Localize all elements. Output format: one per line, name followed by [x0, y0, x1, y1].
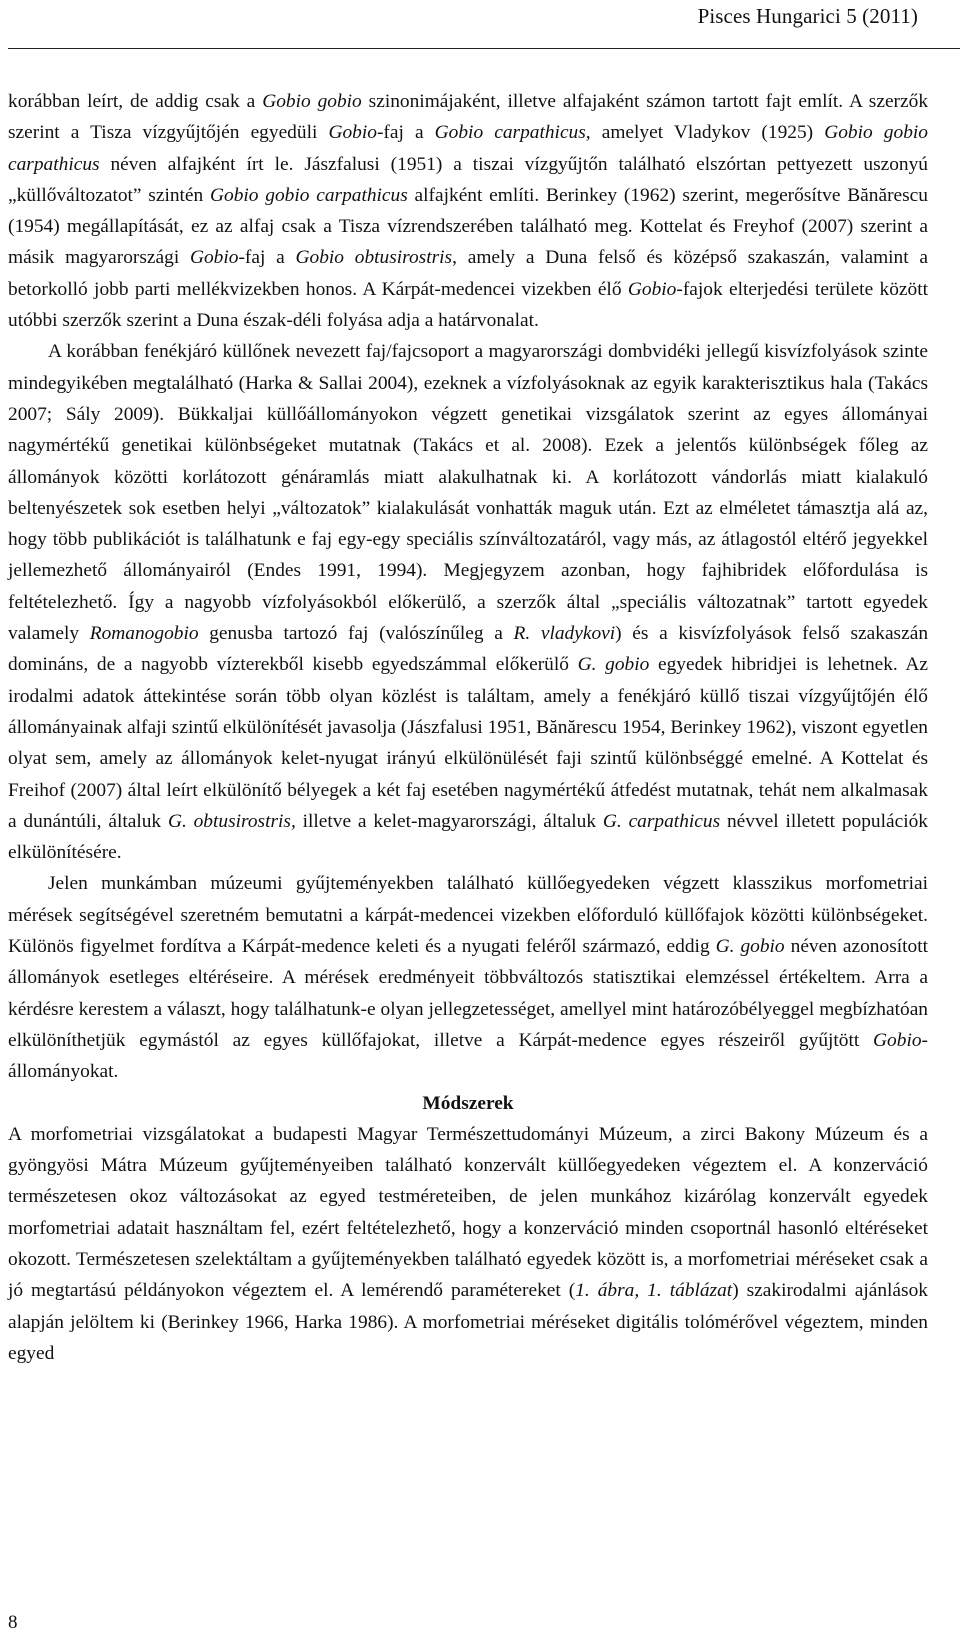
italic-term: Gobio gobio carpathicus: [8, 122, 928, 175]
paragraph-1: korábban leírt, de addig csak a Gobio gobio szinonimájaként, illetve alfajaként számon tartott fajt említ. A szerzők szerint a Tisza vízgyűjtőjén egyedüli Gobio-faj a Gobio carpathicus, amelyet Vladykov (1925) Gobio gobio carpathicus néven alfajként írt le. Jászfalusi (1951) a tiszai vízgyűjtőn található elszórtan pettyezett uszonyú „küllőváltozatot” szintén Gobio gobio carpathicus alfajként említi. Berinkey (1962) szerint, megerősítve Bănărescu (1954) megállapítását, ez az alfaj csak a Tisza vízrendszerében található meg. Kottelat és Freyhof (2007) szerint a másik magyarországi Gobio-faj a Gobio obtusirostris, amely a Duna felső és középső szakaszán, valamint a betorkolló jobb parti mellékvizekben honos. A Kárpát-medencei vizekben élő Gobio-fajok elterjedési területe között utóbbi szerzők szerint a Duna észak-déli folyása adja a határvonalat.: [8, 91, 929, 332]
italic-term: R. vladykovi: [513, 623, 616, 645]
italic-term: Gobio: [328, 122, 377, 144]
italic-term: Gobio: [189, 247, 239, 269]
italic-term: Romanogobio: [89, 623, 199, 645]
page-number: 8: [8, 1612, 18, 1633]
italic-term: G. gobio: [715, 936, 785, 958]
section-paragraph: A morfometriai vizsgálatokat a budapesti Magyar Természettudományi Múzeum, a zirci Bakony Múzeum és a gyöngyösi Mátra Múzeum gyűjteményeiben található konzervált küllőegyedeken végeztem el. A konzerváció természetesen okoz változásokat az egyed testméreteiben, de jelen munkához kizárólag konzervált egyedek morfometriai adatait használtam fel, ezért feltételezhető, hogy a konzerváció minden csoportnál hasonló eltéréseket okozott. Természetesen szelektáltam a gyűjteményekben található egyedek között is, a morfometriai méréseket csak a jó megtartású példányokon végeztem el. A lemérendő paramétereket (1. ábra, 1. táblázat) szakirodalmi ajánlások alapján jelöltem ki (Berinkey 1966, Harka 1986). A morfometriai méréseket digitális tolómérővel végeztem, minden egyed: [8, 1123, 928, 1364]
italic-term: Gobio obtusirostris: [295, 247, 453, 269]
body-text: [8, 86, 928, 1369]
paragraph-3: Jelen munkámban múzeumi gyűjteményekben található küllőegyedeken végzett klasszikus morfometriai mérések segítségével szeretném bemutatni a kárpát-medencei vizekben előforduló küllőfajok közötti különbségeket. Különös figyelmet fordítva a Kárpát-medence keleti és a nyugati feléről származó, eddig G. gobio néven azonosított állományok esetleges eltéréseire. A mérések eredményeit többváltozós statisztikai elemzéssel értékeltem. Arra a kérdésre kerestem a választ, hogy találhatunk-e olyan jellegzetességet, amellyel mint határozóbélyeggel megbízhatóan elkülöníthetjük egymástól az egyes küllőfajokat, illetve a Kárpát-medence egyes részeiről gyűjtött Gobio-állományokat.: [8, 873, 928, 1083]
italic-term: Gobio gobio: [262, 91, 362, 112]
italic-term: Gobio: [627, 278, 677, 300]
italic-term: 1. ábra, 1. táblázat: [575, 1280, 733, 1302]
italic-term: Gobio carpathicus: [434, 122, 586, 144]
running-header: Pisces Hungarici 5 (2011): [697, 4, 918, 28]
italic-term: Gobio: [873, 1029, 922, 1051]
italic-term: G. carpathicus: [602, 810, 721, 832]
italic-term: G. gobio: [577, 654, 650, 676]
italic-term: G. obtusirostris,: [167, 810, 296, 832]
italic-term: Gobio gobio carpathicus: [210, 184, 408, 206]
section-heading: Módszerek: [422, 1092, 514, 1114]
paragraph-2: A korábban fenékjáró küllőnek nevezett faj/fajcsoport a magyarországi dombvidéki jellegű kisvízfolyások szinte mindegyikében megtalálható (Harka & Sallai 2004), ezeknek a vízfolyásoknak az egyik karakterisztikus hala (Takács 2007; Sály 2009). Bükkaljai küllőállományokon végzett genetikai vizsgálatok szerint az egyes állományai nagymértékű genetikai különbségeket mutatnak (Takács et al. 2008). Ezek a jelentős különbségek főleg az állományok közötti korlátozott génáramlás miatt alakulhatnak ki. A korlátozott vándorlás miatt kialakuló beltenyészetek sok esetben helyi „változatok” kialakulását vonhatták maguk után. Ezt az elméletet támasztja alá az, hogy több publikációt is találhatunk e faj egy-egy speciális színváltozatáról, vagy más, az átlagostól eltérő jegyekkel jellemezhető állományairól (Endes 1991, 1994). Megjegyzem azonban, hogy fajhibridek előfordulása is feltételezhető. Így a nagyobb vízfolyásokból előkerülő, a szerzők által „speciális változatnak” tartott egyedek valamely Romanogobio genusba tartozó faj (valószínűleg a R. vladykovi) és a kisvízfolyások felső szakaszán domináns, de a nagyobb vízterekből kisebb egyedszámmal előkerülő G. gobio egyedek hibridjei is lehetnek. Az irodalmi adatok áttekintése során több olyan közlést is találtam, amely a fenékjáró küllő tiszai vízgyűjtőjén élő állományainak alfaji szintű elkülönítését javasolja (Jászfalusi 1951, Bănărescu 1954, Berinkey 1962), viszont egyetlen olyat sem, amely az állományok kelet-nyugat irányú elkülönülését faji szintű különbséggé emelné. A Kottelat és Freihof (2007) által leírt elkülönítő bélyegek a két faj esetében nagymértékű átfedést mutatnak, tehát nem alkalmasak a dunántúli, általuk G. obtusirostris, illetve a kelet-magyarországi, általuk G. carpathicus névvel illetett populációk elkülönítésére.: [8, 341, 929, 864]
header-divider: [8, 48, 960, 49]
